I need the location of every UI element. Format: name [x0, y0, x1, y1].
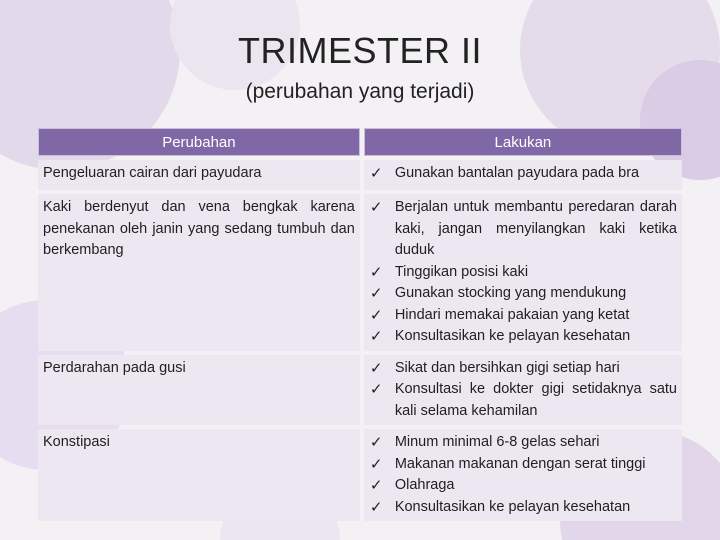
check-icon: ✓: [369, 455, 383, 473]
change-cell: Kaki berdenyut dan vena bengkak karena penekanan oleh janin yang sedang tumbuh dan berkembang: [38, 194, 360, 351]
check-icon: ✓: [369, 263, 383, 281]
action-item: [369, 326, 677, 348]
action-text: Hindari memakai pakaian yang ketat: [394, 306, 630, 323]
check-icon: ✓: [369, 328, 383, 345]
action-item: [369, 283, 677, 305]
check-icon: ✓: [369, 381, 383, 398]
action-text: Makanan makanan dengan serat tinggi: [394, 455, 646, 472]
action-list: [369, 197, 677, 348]
action-text: Konsultasikan ke pelayan kesehatan: [394, 498, 631, 515]
change-cell: Perdarahan pada gusi: [38, 355, 360, 426]
action-text: Konsultasi ke dokter gigi setidaknya satu kali selama kehamilan: [394, 381, 677, 419]
table-row: [38, 194, 682, 351]
action-item: [369, 262, 677, 284]
action-item: [369, 475, 677, 497]
actions-cell: [364, 160, 682, 190]
action-text: Berjalan untuk membantu peredaran darah kaki, jangan menyilangkan kaki ketika duduk: [394, 199, 677, 258]
action-list: [369, 358, 677, 423]
table-header-row: [38, 128, 682, 156]
table-row: [38, 429, 682, 521]
header-perubahan: Perubahan: [38, 128, 360, 156]
check-icon: ✓: [369, 434, 383, 451]
action-item: [369, 379, 677, 422]
action-list: [369, 163, 677, 185]
table-row: [38, 160, 682, 190]
action-text: Tinggikan posisi kaki: [394, 263, 529, 280]
actions-cell: [364, 194, 682, 351]
action-list: [369, 432, 677, 518]
action-item: [369, 163, 677, 185]
check-icon: ✓: [369, 359, 383, 377]
check-icon: ✓: [369, 306, 383, 324]
action-item: [369, 497, 677, 519]
action-item: [369, 432, 677, 454]
actions-cell: [364, 429, 682, 521]
action-item: [369, 197, 677, 262]
header-lakukan: Lakukan: [364, 128, 682, 156]
action-text: Olahraga: [394, 477, 455, 493]
action-item: [369, 358, 677, 380]
action-text: Konsultasikan ke pelayan kesehatan: [394, 328, 631, 344]
action-text: Sikat dan bersihkan gigi setiap hari: [394, 359, 620, 376]
slide-subtitle: (perubahan yang terjadi): [245, 80, 475, 103]
check-icon: ✓: [369, 199, 383, 216]
action-text: Gunakan bantalan payudara pada bra: [394, 165, 640, 181]
action-text: Gunakan stocking yang mendukung: [394, 285, 627, 301]
action-item: [369, 305, 677, 327]
action-text: Minum minimal 6-8 gelas sehari: [394, 434, 600, 450]
check-icon: ✓: [369, 285, 383, 302]
trimester-table: [34, 124, 686, 525]
check-icon: ✓: [369, 477, 383, 494]
change-cell: Pengeluaran cairan dari payudara: [38, 160, 360, 190]
action-item: [369, 454, 677, 476]
actions-cell: [364, 355, 682, 426]
change-cell: Konstipasi: [38, 429, 360, 521]
table-row: [38, 355, 682, 426]
check-icon: ✓: [369, 165, 383, 182]
slide-title: TRIMESTER II: [237, 30, 482, 71]
check-icon: ✓: [369, 498, 383, 516]
